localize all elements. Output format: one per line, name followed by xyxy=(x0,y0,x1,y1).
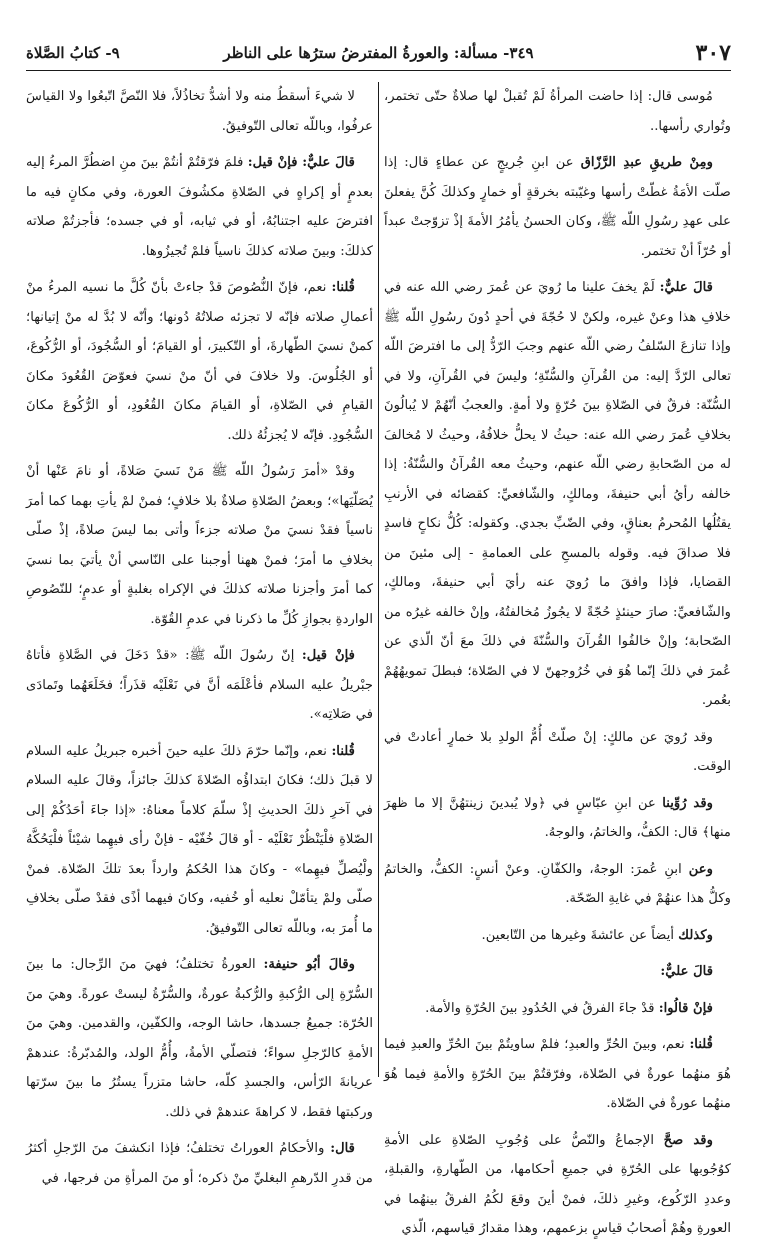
paragraph-text: قدْ جاءَ الفرقُ في الحُدُودِ بينَ الحُرّةِ والأمة. xyxy=(425,1000,655,1016)
paragraph-text: ابنِ عُمرَ: الوجهُ، والكفّانِ. وعنْ أنسٍ: الكفُّ، والخاتمُ وكلُّ هذا عنهُمْ في غايةِ الصّحّة. xyxy=(384,861,731,906)
page-header xyxy=(26,36,731,71)
paragraph xyxy=(384,148,731,266)
lead-phrase: وقد رُوِّينا xyxy=(662,795,713,811)
paragraph xyxy=(384,1030,731,1119)
paragraph xyxy=(26,82,373,141)
paragraph xyxy=(26,950,373,1127)
lead-phrase: وقالَ أبُو حنيفة: xyxy=(263,957,355,972)
paragraph xyxy=(26,148,373,266)
paragraph-text: لَمْ يخفَ علينا ما رُويَ عن عُمرَ رضي الله عنه في خلافِ هذا وعنْ غيره، ولكنْ لا حُجّةَ في أحدٍ دُونَ رسُولِ اللّه ﷺ وإذا تنازعَ السّلفُ رضي اللّه عنهم وجبَ الرّدُّ إلى ما افترضَ اللّه تعالى الرّدَّ إليه: من القُرآنِ والسُّنّةِ؛ وليسَ في القُرآنِ، ولا في السُّنّة: فرقٌ في الصّلاةِ بينَ حُرّةٍ ولا أمةٍ. والعجبُ أنّهُمْ لا يُبالُونَ بخلافِ عُمرَ رضي الله عنه: حيثُ لا يحلُّ خلافُهُ، وحيثُ لا مُخالفَ له من الصّحابةِ رضي اللّه عنهم، وحيثُ معه القُرآنُ والسُّنّةُ: إذا خالفه رأيُ أبي حنيفةَ، ومالكٍ، والشّافعيِّ: كقضائه في الأرنبِ يقتُلُها المُحرمُ بعناقٍ، وفي الضّبِّ بجدي. وكقوله: كُلُّ نكاحٍ فاسدٍ فلا صداقَ فيه. وقوله بالمسحِ على العمامةِ - إلى مئينَ من القضايا، فإذا وافقَ ما رُويَ عنه رأيَ أبي حنيفةَ، ومالكٍ، والشّافعيِّ: صارَ حينئذٍ حُجّةً لا يجُوزُ مُخالفتُهُ، وإنْ خالفه غيرُه من الصّحابة؛ وإنْ خالفُوا القُرآنَ والسُّنّةَ في ذلكَ معَ أنّ الّذي عن عُمرَ في ذلكَ إنّما هُوَ في خُرُوجهنّ لا في الصّلاة؛ فبطلَ تمويهُهُمْ بعُمر. xyxy=(384,280,731,708)
column-divider xyxy=(378,82,379,1077)
lead-phrase: فإنْ قالُوا: xyxy=(658,1000,713,1016)
lead-phrase: قالَ عليٌّ: xyxy=(660,964,713,979)
page-number: ٣٠٧ xyxy=(695,40,731,66)
paragraph xyxy=(384,273,731,716)
paragraph-text: فلمَ فرّقتُمْ أنتُمْ بينَ منِ اضطُرَّ المرءُ إليه بعدمٍ أو إكراهٍ في الصّلاةِ مكشُوفَ العورة، وفي مكانٍ فيه ما افترضَ عليه اجتنابُهُ، أو في ثيابه، أو في جسده؛ فأجزتُمْ صلاته كذلكَ: وبينَ صلاته كذلكَ ناسياً فلمْ تُجيزُوها. xyxy=(26,155,373,259)
book-title: ٩- كتابُ الصَّلاة xyxy=(26,44,120,62)
paragraph xyxy=(384,921,731,951)
paragraph xyxy=(384,1126,731,1244)
paragraph xyxy=(26,273,373,450)
lead-phrase: وعن xyxy=(688,861,713,877)
paragraph xyxy=(384,82,731,141)
paragraph-text: عن ابنِ جُريجٍ عن عطاءٍ قال: إذا صلّت الأمَةُ غطّتْ رأسها وغيّبته بخرقةٍ أو خمارٍ وكذلكَ كُنَّ يفعلنَ على عهدِ رسُولِ اللّه ﷺ، وكان الحسنُ يأمُرُ الأمةَ إذْ تزوّجتْ عبداً أو حُرّاً أنْ تختمر. xyxy=(384,155,731,259)
paragraph xyxy=(26,1134,373,1193)
paragraph-text: الإجماعُ والنّصُّ على وُجُوبِ الصّلاةِ على الأمةِ كوُجُوبها على الحُرّةِ في جميعِ أحكامها، من الطّهارةِ، والقبلةِ، وعددِ الرّكُوع، وغيرِ ذلكَ، فمنْ أينَ وقعَ لكُمُ الفرقُ بينهُما في العورةِ وهُمْ أصحابُ قياسٍ بزعمهم، وهذا مقدارُ قياسهم، الّذي xyxy=(384,1132,731,1236)
paragraph-text: لا شيءَ أسقطُ منه ولا أشدُّ تخاذُلاً، فلا النّصَّ اتّبعُوا ولا القياسَ عرفُوا، وباللّه تعالى التّوفيقُ. xyxy=(26,89,373,134)
lead-phrase: قالَ عليٌّ: فإنْ قيل: xyxy=(247,155,355,170)
paragraph-text: وقدْ «أمرَ رَسُولُ اللّه ﷺ مَنْ نَسيَ صَلاةً، أو نامَ عَنْها أنْ يُصَلّيَها»؛ وبعضُ الصّلاةِ صلاةٌ بلا خلافٍ؛ فمنْ لمْ يأتِ بهما كما أمرَ ناسياً فقدْ نسيَ منْ صلاته جزءاً وأتى بما ليسَ صلاةً، إذْ صلّى بخلافِ ما أمرَ؛ فمنْ ههنا أوجبنا على النّاسي أنْ يأتيَ بما نسيَ كما أمرَ وأجزنا صلاته كذلكَ في الإكراه بغلبةٍ أو عدمٍ؛ للنّصُوصِ الواردةِ بجوازِ كُلِّ ما ذكرنا في عدمِ القُوّة. xyxy=(26,464,373,627)
paragraph xyxy=(26,737,373,944)
lead-phrase: وقد صحَّ xyxy=(663,1132,713,1148)
paragraph xyxy=(384,855,731,914)
lead-phrase: فإنْ قيل: xyxy=(301,648,355,663)
right-column xyxy=(384,82,731,1236)
paragraph-text: نعم، فإنّ النُّصُوصَ قدْ جاءتْ بأنّ كُلَّ ما نسيه المرءُ منْ أعمالِ صلاته فإنّه لا تجزئه صلاتُهُ دُونها؛ وأنّه لا بُدَّ له منْ إتيانها؛ كمنْ نسيَ الطّهارةَ، أو التّكبيرَ، أو القيامَ؛ أو السُّجُودَ، أو الرُّكُوعَ، أو الجُلُوسَ. ولا خلافَ في أنّ منْ نسيَ فعوّضَ القُعُودَ مكانَ القيامِ في الصّلاةِ، أو القيامَ مكانَ القُعُودِ، أو الرُّكُوعَ مكانَ السُّجُودِ. فإنّه لا يُجزئُهُ ذلك. xyxy=(26,280,373,443)
paragraph-text: أيضاً عن عائشةَ وغيرها من التّابعين. xyxy=(481,927,675,943)
paragraph-text: وقد رُويَ عن مالكٍ: إنْ صلّتْ أُمُّ الولدِ بلا خمارٍ أعادتْ في الوقت. xyxy=(384,729,731,774)
paragraph xyxy=(384,789,731,848)
lead-phrase: ومِنْ طريقِ عبدِ الرَّزّاق xyxy=(580,155,713,170)
section-title: ٣٤٩- مسألة: والعورةُ المفترضُ سترُها على الناظر xyxy=(223,44,534,62)
lead-phrase: قُلنا: xyxy=(689,1037,713,1052)
paragraph xyxy=(26,457,373,634)
left-column xyxy=(26,82,373,1186)
lead-phrase: وكذلك xyxy=(678,927,713,943)
paragraph-text: العورةُ تختلفُ؛ فهيَ منَ الرِّجال: ما بينَ السُّرّةِ إلى الرُّكبةِ والرُّكبةُ عورةٌ، والسُّرّةُ ليستْ عورةً. وهيَ منَ الحُرّة: جميعُ جسدها، حاشا الوجه، والكفّين، والقدمين. وهيَ منَ الأمةِ كالرّجلِ سواءً؛ فتصلّي الأمةُ، وأُمُّ الولد، والمُدبّرةُ: عندهمْ عريانةَ الرّأس، والجسدِ كلّه، حاشا متزراً يستُرُ ما بينَ سرّتها وركبتها فقط، لا كراهةَ عندهمْ في ذلك. xyxy=(26,957,373,1120)
paragraph-text: نعم، وإنّما حرّمَ ذلكَ عليه حينَ أخبره جبريلُ عليه السلام لا قبلَ ذلك؛ فكانَ ابتداؤُه الصّلاةَ كذلكَ جائزاً، وقالَ عليه السلام في آخرِ ذلكَ الحديثِ إذْ سلّمَ كلاماً معناهُ: «إذا جاءَ أحَدُكُمْ إلى الصّلاةِ فلْيَنْظُرْ نَعْلَيْه - أو قالَ خُفّيْه - فإنْ رأى فيهِما شيْئاً فلْيَحُكَّهُ ولْيُصلِّ فيهِما» - وكانَ هذا الحُكمُ وارداً بعدَ تلكَ الصّلاة. فمنْ صلّى ولمْ يتأمّلْ نعليه أو خُفيه، وكانَ فيهما أذًى فقدْ صلّى بخلافِ ما أُمرَ به، وباللّه تعالى التّوفيقُ. xyxy=(26,743,373,936)
paragraph-text: والأحكامُ العوراتُ تختلفُ؛ فإذا انكشفَ منَ الرّجلِ أكثرُ من قدرِ الدّرهمِ البغليِّ منْ ذكره؛ أو منَ المرأةِ من فرجها، في xyxy=(26,1141,373,1186)
lead-phrase: قُلنا: xyxy=(331,280,355,295)
lead-phrase: قُلنا: xyxy=(331,743,355,759)
paragraph xyxy=(384,994,731,1024)
lead-phrase: قالَ عليٌّ: xyxy=(659,280,713,295)
paragraph xyxy=(26,641,373,730)
paragraph xyxy=(384,957,731,987)
paragraph xyxy=(384,723,731,782)
paragraph-text: مُوسى قال: إذا حاضت المرأةُ لَمْ تُقبلْ لها صلاةٌ حتّى تختمر، وتُواري رأسها.. xyxy=(384,89,731,134)
paragraph-text: عن ابنِ عبّاسٍ في ﴿ولا يُبدينَ زينتهُنَّ إلا ما ظهرَ منها﴾ قال: الكفُّ، والخاتمُ، والوجهُ. xyxy=(384,795,731,840)
lead-phrase: قال: xyxy=(330,1141,355,1156)
paragraph-text: نعم، وبينَ الحُرِّ والعبدِ؛ فلمْ ساويتُمْ بينَ الحُرِّ والعبدِ فيما هُوَ منهُما عورةٌ في الصّلاة، وفرّقتُمْ بينَ الحُرّةِ والأمةِ فيما هُوَ منهُما عورةٌ في الصّلاة. xyxy=(384,1037,731,1111)
paragraph-text: إنّ رسُولَ اللّه ﷺ: «قدْ دَخَلَ في الصَّلاةِ فأتاهُ جبْريلُ عليه السلام فأعْلَمَه أنَّ في نَعْلَيْه قذَراً؛ فخَلَعَهُما وتَمادَى في صَلاتِه». xyxy=(26,648,373,722)
